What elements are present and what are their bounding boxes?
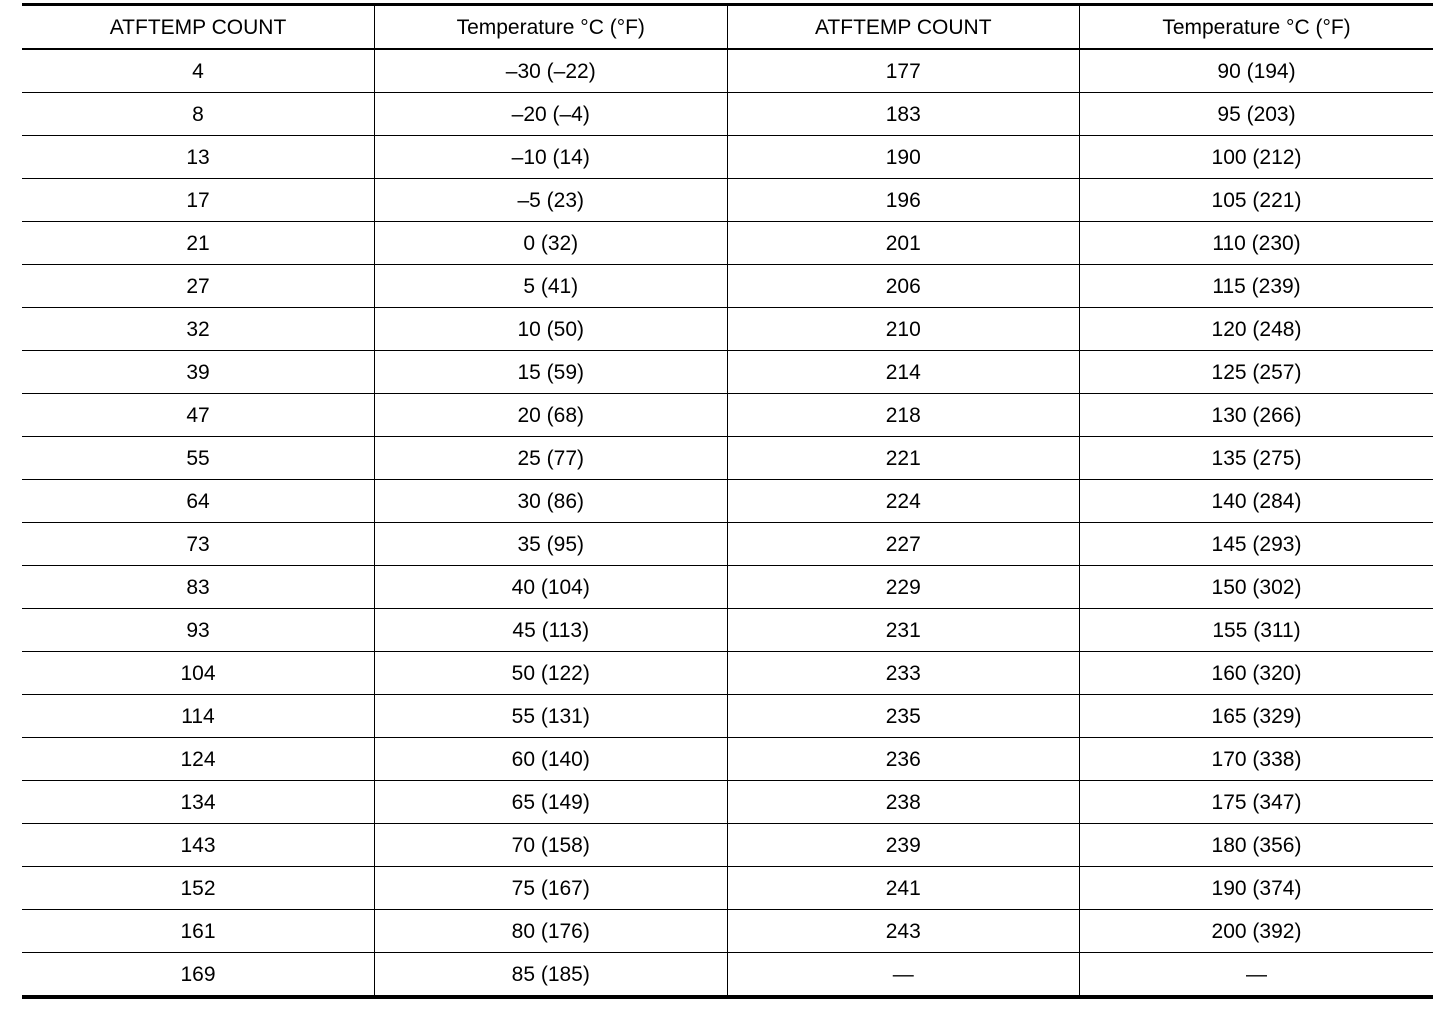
atftemp-count-cell: 8 xyxy=(22,93,375,136)
temperature-cell: 155 (311) xyxy=(1080,609,1434,652)
atftemp-count-cell: 183 xyxy=(727,93,1080,136)
atftemp-count-cell: 114 xyxy=(22,695,375,738)
atftemp-count-cell: 190 xyxy=(727,136,1080,179)
table-row xyxy=(22,437,1433,480)
table-row xyxy=(22,652,1433,695)
atftemp-conversion-table xyxy=(22,3,1433,999)
table-row xyxy=(22,523,1433,566)
temperature-cell: 170 (338) xyxy=(1080,738,1434,781)
temperature-cell: 60 (140) xyxy=(375,738,728,781)
atftemp-count-cell: 4 xyxy=(22,49,375,93)
temperature-cell: 80 (176) xyxy=(375,910,728,953)
atftemp-count-cell: 206 xyxy=(727,265,1080,308)
table-row xyxy=(22,222,1433,265)
header-temperature-right: Temperature °C (°F) xyxy=(1080,5,1434,50)
temperature-cell: 175 (347) xyxy=(1080,781,1434,824)
table-row xyxy=(22,867,1433,910)
table-row xyxy=(22,910,1433,953)
atftemp-count-cell: 21 xyxy=(22,222,375,265)
table-row xyxy=(22,308,1433,351)
atftemp-count-cell: 27 xyxy=(22,265,375,308)
temperature-cell: 85 (185) xyxy=(375,953,728,998)
atftemp-count-cell: 238 xyxy=(727,781,1080,824)
temperature-cell: 25 (77) xyxy=(375,437,728,480)
table-row xyxy=(22,566,1433,609)
table-row xyxy=(22,179,1433,222)
atftemp-count-cell: 124 xyxy=(22,738,375,781)
atftemp-count-cell: 239 xyxy=(727,824,1080,867)
temperature-cell: 65 (149) xyxy=(375,781,728,824)
header-atftemp-count-left: ATFTEMP COUNT xyxy=(22,5,375,50)
atftemp-count-cell: 229 xyxy=(727,566,1080,609)
temperature-cell: 200 (392) xyxy=(1080,910,1434,953)
header-temperature-left: Temperature °C (°F) xyxy=(375,5,728,50)
temperature-cell: 40 (104) xyxy=(375,566,728,609)
atftemp-count-cell: 161 xyxy=(22,910,375,953)
temperature-cell: 160 (320) xyxy=(1080,652,1434,695)
temperature-cell: 35 (95) xyxy=(375,523,728,566)
atftemp-count-cell: 104 xyxy=(22,652,375,695)
temperature-cell: 115 (239) xyxy=(1080,265,1434,308)
atftemp-count-cell: 233 xyxy=(727,652,1080,695)
atftemp-count-cell: 218 xyxy=(727,394,1080,437)
table-row xyxy=(22,953,1433,998)
temperature-cell: 55 (131) xyxy=(375,695,728,738)
temperature-cell: 130 (266) xyxy=(1080,394,1434,437)
temperature-cell: 190 (374) xyxy=(1080,867,1434,910)
temperature-cell: 45 (113) xyxy=(375,609,728,652)
temperature-cell: 145 (293) xyxy=(1080,523,1434,566)
atftemp-count-cell: 241 xyxy=(727,867,1080,910)
atftemp-count-cell: 47 xyxy=(22,394,375,437)
table-row xyxy=(22,351,1433,394)
atftemp-count-cell: 169 xyxy=(180,962,216,986)
table-row xyxy=(22,136,1433,179)
atftemp-count-cell: 64 xyxy=(22,480,375,523)
table-row xyxy=(22,265,1433,308)
temperature-cell: 100 (212) xyxy=(1080,136,1434,179)
temperature-cell: 50 (122) xyxy=(375,652,728,695)
atftemp-count-cell: 39 xyxy=(22,351,375,394)
temperature-cell: 70 (158) xyxy=(375,824,728,867)
atftemp-count-cell: 83 xyxy=(22,566,375,609)
atftemp-count-cell: 235 xyxy=(727,695,1080,738)
atftemp-count-cell: 32 xyxy=(22,308,375,351)
atftemp-count-cell: 177 xyxy=(727,49,1080,93)
atftemp-count-cell: 93 xyxy=(22,609,375,652)
temperature-cell: –30 (–22) xyxy=(375,49,728,93)
atftemp-count-cell: 196 xyxy=(727,179,1080,222)
temperature-cell: 120 (248) xyxy=(1080,308,1434,351)
atftemp-count-cell: 73 xyxy=(22,523,375,566)
atftemp-count-cell: — xyxy=(727,953,1080,998)
table-row xyxy=(22,781,1433,824)
temperature-cell: 180 (356) xyxy=(1080,824,1434,867)
header-atftemp-count-right: ATFTEMP COUNT xyxy=(727,5,1080,50)
temperature-cell: 0 (32) xyxy=(375,222,728,265)
temperature-cell: 125 (257) xyxy=(1080,351,1434,394)
table-row xyxy=(22,480,1433,523)
atftemp-count-cell: 214 xyxy=(727,351,1080,394)
temperature-cell: — xyxy=(1080,953,1434,998)
temperature-cell: 20 (68) xyxy=(375,394,728,437)
atftemp-count-cell: 143 xyxy=(22,824,375,867)
table-row xyxy=(22,824,1433,867)
header-row xyxy=(22,5,1433,50)
temperature-cell: 95 (203) xyxy=(1080,93,1434,136)
temperature-cell: 165 (329) xyxy=(1080,695,1434,738)
atftemp-count-cell: 134 xyxy=(22,781,375,824)
table-row xyxy=(22,695,1433,738)
temperature-cell: 5 (41) xyxy=(375,265,728,308)
table-row xyxy=(22,394,1433,437)
atftemp-count-cell: 55 xyxy=(22,437,375,480)
table-row xyxy=(22,609,1433,652)
temperature-cell: 15 (59) xyxy=(375,351,728,394)
atftemp-count-cell: 224 xyxy=(727,480,1080,523)
atftemp-count-cell: 243 xyxy=(727,910,1080,953)
temperature-cell: 105 (221) xyxy=(1080,179,1434,222)
table-row xyxy=(22,49,1433,93)
table-body xyxy=(22,49,1433,997)
atftemp-count-cell: 221 xyxy=(727,437,1080,480)
temperature-cell: 90 (194) xyxy=(1080,49,1434,93)
temperature-cell: 30 (86) xyxy=(375,480,728,523)
atftemp-count-cell: 210 xyxy=(727,308,1080,351)
table-header xyxy=(22,5,1433,50)
table-row xyxy=(22,93,1433,136)
temperature-cell: –5 (23) xyxy=(375,179,728,222)
atftemp-count-cell: 201 xyxy=(727,222,1080,265)
atftemp-count-cell: 231 xyxy=(727,609,1080,652)
table-row xyxy=(22,738,1433,781)
atftemp-count-cell: 236 xyxy=(727,738,1080,781)
temperature-cell: 135 (275) xyxy=(1080,437,1434,480)
temperature-cell: –20 (–4) xyxy=(375,93,728,136)
temperature-cell: 150 (302) xyxy=(1080,566,1434,609)
atftemp-count-cell: 17 xyxy=(22,179,375,222)
temperature-cell: 10 (50) xyxy=(375,308,728,351)
atftemp-count-cell: 13 xyxy=(22,136,375,179)
atftemp-count-cell: 227 xyxy=(727,523,1080,566)
atftemp-count-cell: 152 xyxy=(22,867,375,910)
temperature-cell: 110 (230) xyxy=(1080,222,1434,265)
temperature-cell: 75 (167) xyxy=(375,867,728,910)
atftemp-conversion-table-container xyxy=(22,3,1433,999)
temperature-cell: –10 (14) xyxy=(375,136,728,179)
temperature-cell: 140 (284) xyxy=(1080,480,1434,523)
